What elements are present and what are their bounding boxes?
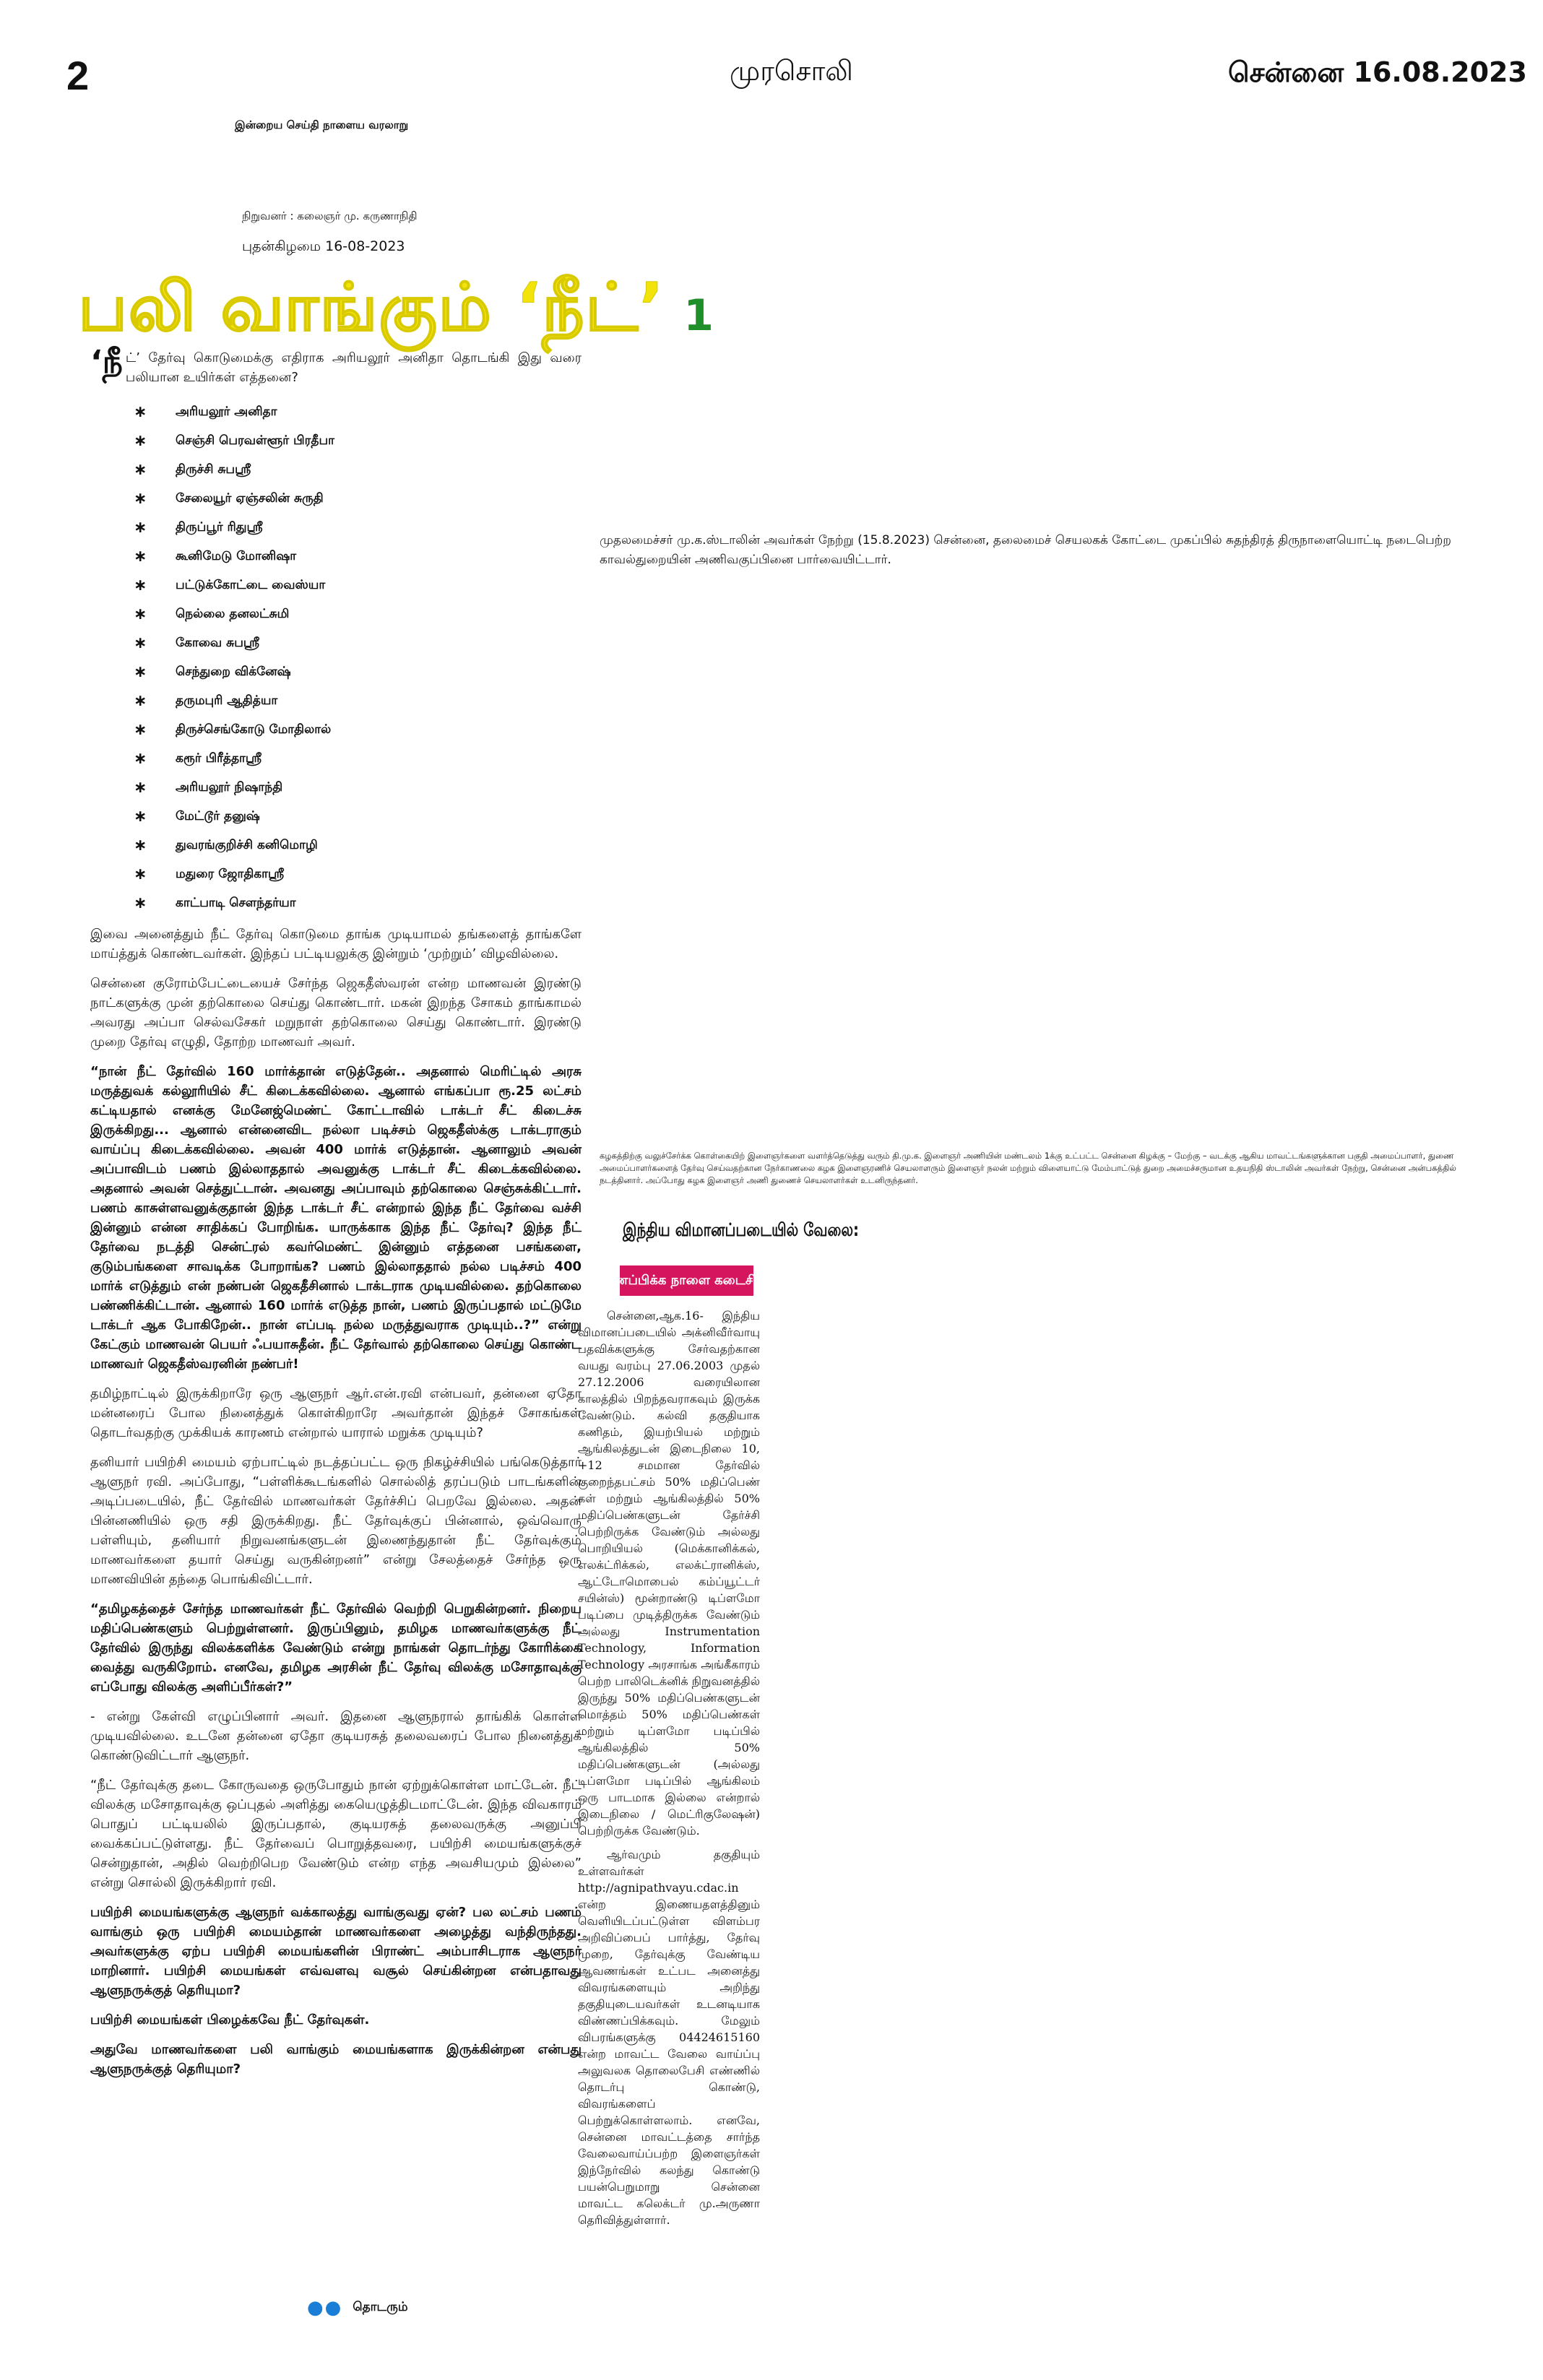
dropcap: ‘நீ bbox=[90, 344, 123, 381]
victim-item bbox=[134, 773, 582, 802]
victim-name: திருப்பூர் ரிதுஸ்ரீ bbox=[176, 519, 263, 535]
continued-label: தொடரும் bbox=[353, 2300, 408, 2314]
victim-name: செந்துறை விக்னேஷ் bbox=[176, 664, 291, 679]
victim-item bbox=[134, 657, 582, 686]
job-notice-body bbox=[578, 1307, 760, 2236]
asterisk-bullet-icon: ∗ bbox=[134, 662, 147, 681]
victim-name: மேட்டூர் தனுஷ் bbox=[176, 808, 260, 823]
victim-name: தருமபுரி ஆதித்யா bbox=[176, 693, 278, 708]
asterisk-bullet-icon: ∗ bbox=[134, 402, 147, 421]
asterisk-bullet-icon: ∗ bbox=[134, 431, 147, 450]
page-number: 2 bbox=[66, 53, 90, 98]
asterisk-bullet-icon: ∗ bbox=[134, 489, 147, 508]
victim-name: பட்டுக்கோட்டை வைஸ்யா bbox=[176, 577, 326, 592]
tagline: இன்றைய செய்தி நாளைய வரலாறு bbox=[235, 118, 409, 131]
photo-caption-cm-parade: முதலமைச்சர் மு.க.ஸ்டாலின் அவர்கள் நேற்று (15.8.2023) சென்னை, தலைமைச் செயலகக் கோட்டை முகப்பில் சுதந்திரத் திருநாளையொட்டி நடைபெற்ற காவல்துறையின் அணிவகுப்பினை பார்வையிட்டார். bbox=[600, 533, 1451, 567]
asterisk-bullet-icon: ∗ bbox=[134, 576, 147, 594]
parent-quote: “தமிழகத்தைச் சேர்ந்த மாணவர்கள் நீட் தேர்வில் வெற்றி பெறுகின்றனர். நிறைய மதிப்பெண்களும் பெற்றுள்ளனர். இருப்பினும், தமிழக மாணவர்களுக்கு நீட் தேர்வில் இருந்து விலக்களிக்க வேண்டும் என்று நாங்கள் தொடர்ந்து கோரிக்கை வைத்து வருகிறோம். எனவே, தமிழக அரசின் நீட் தேர்வு விலக்கு மசோதாவுக்கு எப்போது விலக்கு அளிப்பீர்கள்?” bbox=[90, 1601, 582, 1695]
editorial-paragraph: - என்று கேள்வி எழுப்பினார் அவர். இதனை ஆளுநரால் தாங்கிக் கொள்ள முடியவில்லை. உடனே தன்னை ஏதோ குடியரசுத் தலைவரைப் போல நினைத்துக் கொண்டுவிட்டார் ஆளுநர். bbox=[90, 1709, 582, 1763]
victim-item bbox=[134, 802, 582, 831]
victim-name: துவரங்குறிச்சி கனிமொழி bbox=[176, 837, 318, 852]
victim-item bbox=[134, 542, 582, 571]
editorial-question: பயிற்சி மையங்கள் பிழைக்கவே நீட் தேர்வுகள். bbox=[90, 2012, 370, 2028]
victims-list bbox=[134, 397, 582, 917]
victim-item bbox=[134, 455, 582, 484]
victim-item bbox=[134, 744, 582, 773]
victim-name: திருச்சி சுபஸ்ரீ bbox=[176, 462, 251, 477]
asterisk-bullet-icon: ∗ bbox=[134, 547, 147, 566]
victim-item bbox=[134, 888, 582, 917]
job-notice-paragraph: சென்னை,ஆக.16- இந்திய விமானப்படையில் அக்னிவீர்வாயு பதவிக்களுக்கு சேர்வதற்கான வயது வரம்பு 27.06.2003 முதல் 27.12.2006 வரையிலான காலத்தில் பிறந்தவராகவும் இருக்க வேண்டும். கல்வி தகுதியாக கணிதம், இயற்பியல் மற்றும் ஆங்கிலத்துடன் இடைநிலை 10, +12 சமமான தேர்வில் குறைந்தபட்சம் 50% மதிப்பெண் கள் மற்றும் ஆங்கிலத்தில் 50% மதிப்பெண்களுடன் தேர்ச்சி பெற்றிருக்க வேண்டும் அல்லது பொறியியல் (மெக்கானிக்கல், எலக்ட்ரிக்கல், எலக்ட்ரானிக்ஸ், ஆட்டோமொபைல் கம்ப்யூட்டர் சயின்ஸ்) மூன்றாண்டு டிப்ளமோ படிப்பை முடித்திருக்க வேண்டும் அல்லது Instrumentation Technology, Information Technology அரசாங்க அங்கீகாரம் பெற்ற பாலிடெக்னிக் நிறுவனத்தில் இருந்து 50% மதிப்பெண்களுடன் மொத்தம் 50% மதிப்பெண்கள் மற்றும் டிப்ளமோ படிப்பில் ஆங்கிலத்தில் 50% மதிப்பெண்களுடன் (அல்லது டிப்ளமோ படிப்பில் ஆங்கிலம் ஒரு பாடமாக இல்லை என்றால் இடைநிலை / மெட்ரிகுலேஷன்) பெற்றிருக்க வேண்டும். bbox=[578, 1309, 760, 1838]
editorial-paragraph: “நீட் தேர்வுக்கு தடை கோருவதை ஒருபோதும் நான் ஏற்றுக்கொள்ள மாட்டேன். நீட் விலக்கு மசோதாவுக்கு ஒப்புதல் அளித்து கையெழுத்திடமாட்டேன். இந்த விவகாரம் பொதுப் பட்டியலில் இருப்பதால், குடியரசுத் தலைவருக்கு அனுப்பி வைக்கப்பட்டுள்ளது. நீட் தேர்வைப் பொறுத்தவரை, பயிற்சி மையங்களுக்குச் சென்றுதான், அதில் வெற்றிபெற வேண்டும் என்ற எந்த அவசியமும் இல்லை” என்று சொல்லி இருக்கிறார் ரவி. bbox=[90, 1778, 582, 1890]
asterisk-bullet-icon: ∗ bbox=[134, 720, 147, 739]
victim-item bbox=[134, 628, 582, 657]
asterisk-bullet-icon: ∗ bbox=[134, 836, 147, 854]
asterisk-bullet-icon: ∗ bbox=[134, 778, 147, 797]
intro-text: ட்’ தேர்வு கொடுமைக்கு எதிராக அரியலூர் அனிதா தொடங்கி இது வரை பலியான உயிர்கள் எத்தனை? bbox=[125, 350, 582, 385]
editorial-paragraph: தனியார் பயிற்சி மையம் ஏற்பாட்டில் நடத்தப்பட்ட ஒரு நிகழ்ச்சியில் பங்கெடுத்தார் ஆளுநர் ரவி. அப்போது, “பள்ளிக்கூடங்களில் சொல்லித் தரப்படும் பாடங்களின் அடிப்படையில், நீட் தேர்வில் மாணவர்கள் தேர்ச்சிப் பெறவே இல்லை. அதன் பின்னணியில் ஒரு சதி இருக்கிறது. நீட் தேர்வுக்குப் பின்னால், ஒவ்வொரு பள்ளியும், தனியார் நிறுவனங்களுடன் இணைந்துதான் நீட் தேர்வுக்கும் மாணவர்களை தயார் செய்து வருகின்றனர்” என்று சேலத்தைச் சேர்ந்த ஒரு மாணவியின் தந்தை பொங்கிவிட்டார். bbox=[90, 1455, 582, 1587]
continued-marker bbox=[307, 2297, 408, 2319]
victim-item bbox=[134, 513, 582, 542]
editorial-headline bbox=[78, 269, 714, 355]
victim-item bbox=[134, 426, 582, 455]
editorial-intro bbox=[90, 344, 582, 387]
editorial-question: அதுவே மாணவர்களை பலி வாங்கும் மையங்களாக இருக்கின்றன என்பது ஆளுநருக்குத் தெரியுமா? bbox=[90, 2042, 582, 2077]
victim-name: அரியலூர் நிஷாந்தி bbox=[176, 779, 283, 795]
victim-name: அரியலூர் அனிதா bbox=[176, 404, 277, 419]
photo-caption-youth-wing: கழகத்திற்கு வலுச்சேர்க்க கொள்கையிற் இளைஞர்களை வளர்த்தெடுத்து வரும் தி.மு.க. இளைஞர் அணியின் மண்டலம் 1க்கு உட்பட்ட சென்னை கிழக்கு – மேற்கு – வடக்கு ஆகிய மாவட்டங்களுக்கான பகுதி அமைப்பாளர், துணை அமைப்பாளர்களைத் தேர்வு செய்வதற்கான நேர்காணலை கழக இளைஞரணிச் செயலாளரும் இளைஞர் நலன் மற்றும் விளையாட்டு மேம்பாட்டுத் துறை அமைச்சருமான உதயநிதி ஸ்டாலின் அவர்கள் நேற்று, சென்னை அன்பகத்தில் நடத்தினார். அப்போது கழக இளைஞர் அணி துணைச் செயலாளர்கள் உடனிருந்தனர். bbox=[600, 1151, 1456, 1185]
editorial-paragraph: சென்னை குரோம்பேட்டையைச் சேர்ந்த ஜெகதீஸ்வரன் என்ற மாணவன் இரண்டு நாட்களுக்கு முன் தற்கொலை செய்து கொண்டார். மகன் இறந்த சோகம் தாங்காமல் அவரது அப்பா செல்வசேகர் மறுநாள் தற்கொலை செய்து கொண்டார். இரண்டு முறை தேர்வு எழுதி, தோற்ற மாணவர் அவர். bbox=[90, 976, 582, 1050]
victim-name: கூனிமேடு மோனிஷா bbox=[176, 548, 297, 563]
edition-date: புதன்கிழமை 16-08-2023 bbox=[242, 238, 405, 254]
asterisk-bullet-icon: ∗ bbox=[134, 807, 147, 826]
victim-name: திருச்செங்கோடு மோதிலால் bbox=[176, 722, 332, 737]
student-quote: “நான் நீட் தேர்வில் 160 மார்க்தான் எடுத்தேன்.. அதனால் மெரிட்டில் அரசு மருத்துவக் கல்லூரியில் சீட் கிடைக்கவில்லை. ஆனால் எங்கப்பா ரூ.25 லட்சம் கட்டியதால் எனக்கு மேனேஜ்மெண்ட் கோட்டாவில் டாக்டர் சீட் கிடைச்சு இருக்கிறது... ஆனால் என்னைவிட நல்லா படிச்சம் ஜெகதீஸ்க்கு டாக்டராகும் வாய்ப்பு கிடைக்கவில்லை. அவன் 400 மார்க் எடுத்தான். ஆனாலும் அவன் அப்பாவிடம் பணம் இல்லாததால் அவனுக்கு டாக்டர் சீட் கிடைக்கவில்லை. அதனால் அவன் செத்துட்டான். அவனது அப்பாவும் தற்கொலை செஞ்சுக்கிட்டார். பணம் காசுள்ளவனுக்குதான் இந்த டாக்டர் சீட் என்றால் இந்த நீட் தேர்வை வச்சி இன்னும் என்ன சாதிக்கப் போறிங்க. யாருக்காக இந்த நீட் தேர்வு? இந்த நீட் தேர்வை நடத்தி சென்ட்ரல் கவர்மெண்ட் இன்னும் எத்தனை பசங்களை, குடும்பங்களை சாவடிக்க போறாங்க? பணம் இல்லாததால் நல்ல படிச்சம் 400 மார்க் எடுத்தும் என் நண்பன் ஜெகதீசினால் டாக்டராக முடியவில்லை. தற்கொலை பண்ணிக்கிட்டான். ஆனால் 160 மார்க் எடுத்த நான், பணம் இருப்பதால் மட்டுமே டாக்டர் ஆக போகிறேன்.. நான் எப்படி நல்ல மருத்துவராக முடியும்..?” என்று கேட்கும் மாணவன் பெயர் ஃபயாசுதீன். நீட் தேர்வால் தற்கொலை செய்து கொண்ட மாணவர் ஜெகதீஸ்வரனின் நண்பர்! bbox=[90, 1064, 582, 1372]
asterisk-bullet-icon: ∗ bbox=[134, 893, 147, 912]
victim-item bbox=[134, 686, 582, 715]
job-notice-banner: விண்ணப்பிக்க நாளை கடைசி நாள்! bbox=[620, 1265, 753, 1296]
asterisk-bullet-icon: ∗ bbox=[134, 605, 147, 623]
asterisk-bullet-icon: ∗ bbox=[134, 749, 147, 768]
job-notice-paragraph: ஆர்வமும் தகுதியும் உள்ளவர்கள் http://agnipathvayu.cdac.in என்ற இணையதளத்தினும் வெளியிடப்பட்டுள்ள விளம்பர அறிவிப்பைப் பார்த்து, தேர்வு முறை, தேர்வுக்கு வேண்டிய ஆவணங்கள் உட்பட அனைத்து விவரங்களையும் அறிந்து தகுதியுடையவர்கள் உடனடியாக விண்ணப்பிக்கவும். மேலும் விபரங்களுக்கு 04424615160 என்ற மாவட்ட வேலை வாய்ப்பு அலுவலக தொலைபேசி எண்ணில் தொடர்பு கொண்டு, விவரங்களைப் பெற்றுக்கொள்ளலாம். எனவே, சென்னை மாவட்டத்தை சார்ந்த வேலைவாய்ப்பற்ற இளைஞர்கள் இந்நேர்வில் கலந்து கொண்டு பயன்பெறுமாறு சென்னை மாவட்ட கலெக்டர் மு.அருணா தெரிவித்துள்ளார். bbox=[578, 1848, 760, 2227]
headline-text: பலி வாங்கும் ‘நீட்’ bbox=[78, 269, 665, 346]
victim-item bbox=[134, 860, 582, 888]
editorial-paragraph: இவை அனைத்தும் நீட் தேர்வு கொடுமை தாங்க முடியாமல் தங்களைத் தாங்களே மாய்த்துக் கொண்டவர்கள். இந்தப் பட்டியலுக்கு இன்றும் ‘முற்றும்’ விழவில்லை. bbox=[90, 927, 582, 961]
victim-name: காட்பாடி சௌந்தர்யா bbox=[176, 895, 296, 910]
dateline: சென்னை 16.08.2023 bbox=[1228, 56, 1527, 88]
victim-item bbox=[134, 397, 582, 426]
victim-item bbox=[134, 571, 582, 600]
headline-part-number: 1 bbox=[683, 290, 714, 341]
victim-name: நெல்லை தனலட்சுமி bbox=[176, 606, 290, 621]
victim-name: செஞ்சி பெரவள்ளூர் பிரதீபா bbox=[176, 433, 334, 448]
victim-item bbox=[134, 484, 582, 513]
job-notice-kicker: இந்திய விமானப்படையில் வேலை: bbox=[623, 1219, 860, 1240]
editorial-paragraph: தமிழ்நாட்டில் இருக்கிறாரே ஒரு ஆளுநர் ஆர்.என்.ரவி என்பவர், தன்னை ஏதோ மன்னரைப் போல நினைத்துக் கொள்கிறாரே அவர்தான் இந்தச் சோகங்கள் தொடர்வதற்கு முக்கியக் காரணம் என்றால் யாரால் மறுக்க முடியும்? bbox=[90, 1386, 582, 1440]
bullet-dots-icon: ●● bbox=[307, 2297, 343, 2319]
asterisk-bullet-icon: ∗ bbox=[134, 691, 147, 710]
asterisk-bullet-icon: ∗ bbox=[134, 460, 147, 479]
editorial-question: பயிற்சி மையங்களுக்கு ஆளுநர் வக்காலத்து வாங்குவது ஏன்? பல லட்சம் பணம் வாங்கும் ஒரு பயிற்சி மையம்தான் மாணவர்களை அழைத்து வந்திருந்தது. அவர்களுக்கு ஏற்ப பயிற்சி மையங்களின் பிராண்ட் அம்பாசிடராக ஆளுநர் மாறினார். பயிற்சி மையங்கள் எவ்வளவு வசூல் செய்கின்றன என்பதாவது ஆளுநருக்குத் தெரியுமா? bbox=[90, 1905, 582, 1998]
editorial-column bbox=[90, 344, 582, 2089]
victim-item bbox=[134, 831, 582, 860]
victim-name: கோவை சுபஸ்ரீ bbox=[176, 635, 259, 650]
masthead: முரசொலி bbox=[730, 55, 853, 87]
victim-name: மதுரை ஜோதிகாஸ்ரீ bbox=[176, 866, 285, 881]
asterisk-bullet-icon: ∗ bbox=[134, 518, 147, 537]
founder-line: நிறுவனர் : கலைஞர் மு. கருணாநிதி bbox=[242, 209, 418, 222]
victim-name: சேலையூர் ஏஞ்சலின் சுருதி bbox=[176, 490, 324, 506]
victim-item bbox=[134, 600, 582, 628]
victim-item bbox=[134, 715, 582, 744]
victim-name: கரூர் பிரீத்தாஸ்ரீ bbox=[176, 750, 262, 766]
asterisk-bullet-icon: ∗ bbox=[134, 633, 147, 652]
asterisk-bullet-icon: ∗ bbox=[134, 865, 147, 883]
